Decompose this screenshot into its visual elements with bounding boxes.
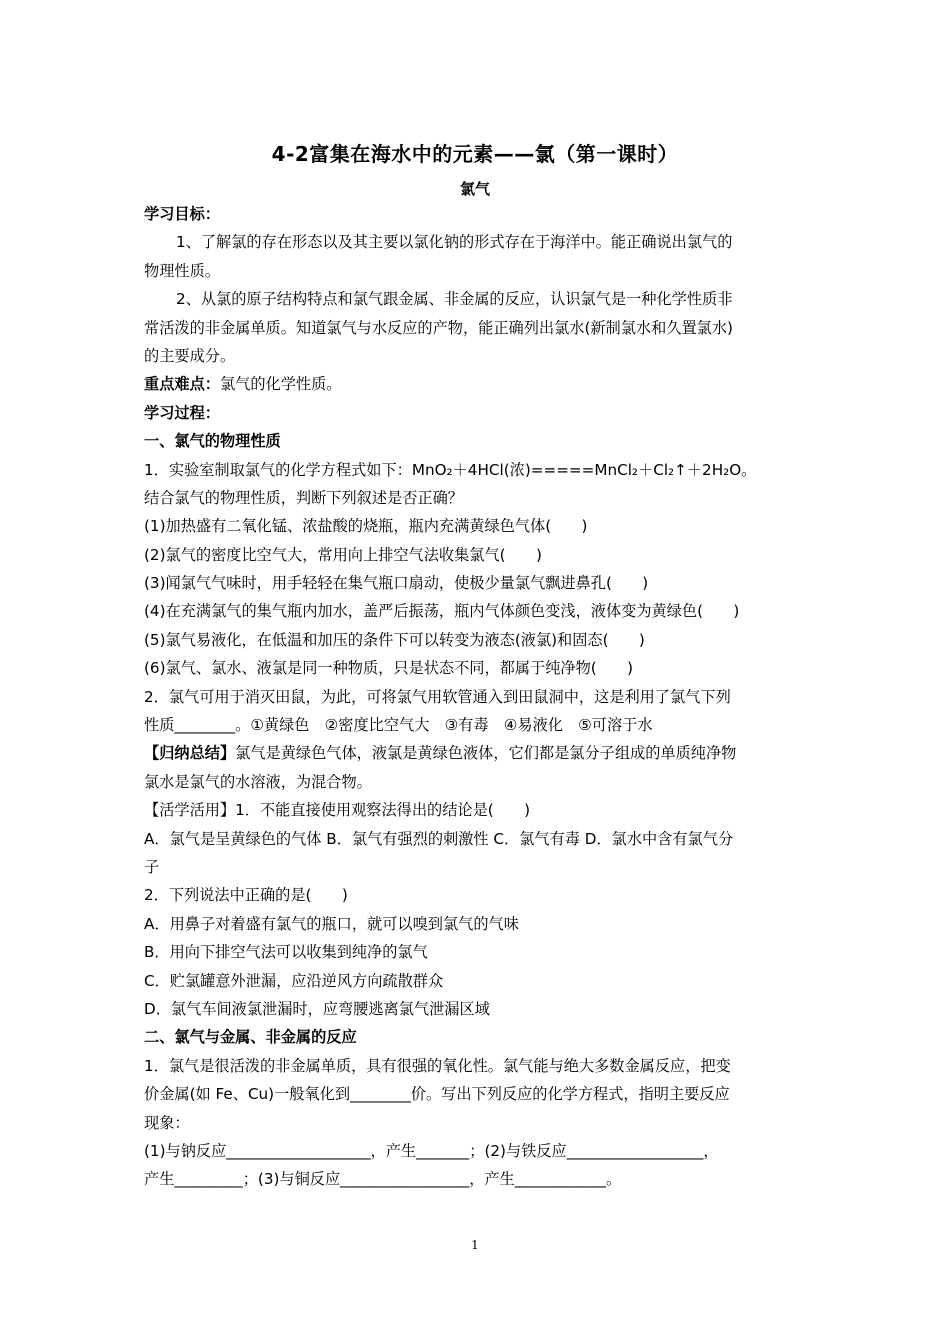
text-line: 一、氯气的物理性质 xyxy=(144,432,281,451)
line-label: 【归纳总结】 xyxy=(144,744,236,763)
text-line: (6)氯气、氯水、液氯是同一种物质，只是状态不同，都属于纯净物( ) xyxy=(144,659,633,678)
text-line: 【活学活用】1．不能直接使用观察法得出的结论是( ) xyxy=(144,801,531,820)
text-line xyxy=(144,739,814,767)
text-line: (5)氯气易液化，在低温和加压的条件下可以转变为液态(液氯)和固态( ) xyxy=(144,630,645,649)
text-line: 结合氯气的物理性质，判断下列叙述是否正确？ xyxy=(144,488,463,507)
text-line: 现象： xyxy=(144,1113,190,1132)
text-line: (2)氯气的密度比空气大，常用向上排空气法收集氯气( ) xyxy=(144,545,542,564)
text-line: 常活泼的非金属单质。知道氯气与水反应的产物，能正确列出氯水(新制氯水和久置氯水) xyxy=(144,318,733,337)
text-line: 学习过程： xyxy=(144,403,220,422)
document-title: 4-2富集在海水中的元素——氯（第一课时） xyxy=(271,142,679,166)
text-line: B．用向下排空气法可以收集到纯净的氯气 xyxy=(144,943,428,962)
text-line: 性质________。①黄绿色 ②密度比空气大 ③有毒 ④易液化 ⑤可溶于水 xyxy=(144,716,653,735)
text-line: 子 xyxy=(144,857,160,876)
text-line: 2．下列说法中正确的是( ) xyxy=(144,886,348,905)
text-line: A．用鼻子对着盛有氯气的瓶口，就可以嗅到氯气的气味 xyxy=(144,914,519,933)
text-line: 学习目标： xyxy=(144,205,220,223)
text-line: 1、了解氯的存在形态以及其主要以氯化钠的形式存在于海洋中。能正确说出氯气的 xyxy=(176,233,733,252)
page-number: 1 xyxy=(471,1238,479,1252)
text-line: C．贮氯罐意外泄漏，应沿逆风方向疏散群众 xyxy=(144,971,444,990)
text-line: 氯水是氯气的水溶液，为混合物。 xyxy=(144,772,372,791)
line-label: 重点难点： xyxy=(144,375,220,394)
text-line: (3)闻氯气气味时，用手轻轻在集气瓶口扇动，使极少量氯气飘进鼻孔( ) xyxy=(144,574,649,593)
text-line: 1．实验室制取氯气的化学方程式如下：MnO₂＋4HCl(浓)=====MnCl₂＋Cl₂↑＋2H₂O。 xyxy=(144,460,757,479)
document-body xyxy=(144,200,814,1194)
text-line: (4)在充满氯气的集气瓶内加水，盖严后振荡，瓶内气体颜色变浅，液体变为黄绿色( ) xyxy=(144,602,740,621)
text-line: 价金属(如 Fe、Cu)一般氧化到________价。写出下列反应的化学方程式，指明主要反应 xyxy=(144,1085,730,1104)
text-line: (1)与钠反应___________________，产生_______；(2)与铁反应__________________， xyxy=(144,1141,719,1160)
text-line: (1)加热盛有二氧化锰、浓盐酸的烧瓶，瓶内充满黄绿色气体( ) xyxy=(144,517,588,536)
text-line: 2、从氯的原子结构特点和氯气跟金属、非金属的反应，认识氯气是一种化学性质非 xyxy=(176,290,733,309)
text-line: 二、氯气与金属、非金属的反应 xyxy=(144,1028,357,1047)
text-line: 1．氯气是很活泼的非金属单质，具有很强的氧化性。氯气能与绝大多数金属反应，把变 xyxy=(144,1056,731,1075)
text-line: 产生_________；(3)与铜反应_________________，产生____________。 xyxy=(144,1170,622,1189)
text-line: 2．氯气可用于消灭田鼠，为此，可将氯气用软管通入到田鼠洞中，这是利用了氯气下列 xyxy=(144,687,731,706)
text-line: D．氯气车间液氯泄漏时，应弯腰逃离氯气泄漏区域 xyxy=(144,999,490,1018)
line-text: 氯气的化学性质。 xyxy=(219,375,342,394)
text-line xyxy=(144,370,814,398)
text-line: A．氯气是呈黄绿色的气体 B．氯气有强烈的刺激性 C．氯气有毒 D．氯水中含有氯气分 xyxy=(144,829,734,848)
line-text: 氯气是黄绿色气体，液氯是黄绿色液体，它们都是氯分子组成的单质纯净物 xyxy=(235,744,737,763)
text-line: 物理性质。 xyxy=(144,261,220,280)
text-line: 的主要成分。 xyxy=(144,346,236,365)
document-subtitle: 氯气 xyxy=(459,180,490,198)
